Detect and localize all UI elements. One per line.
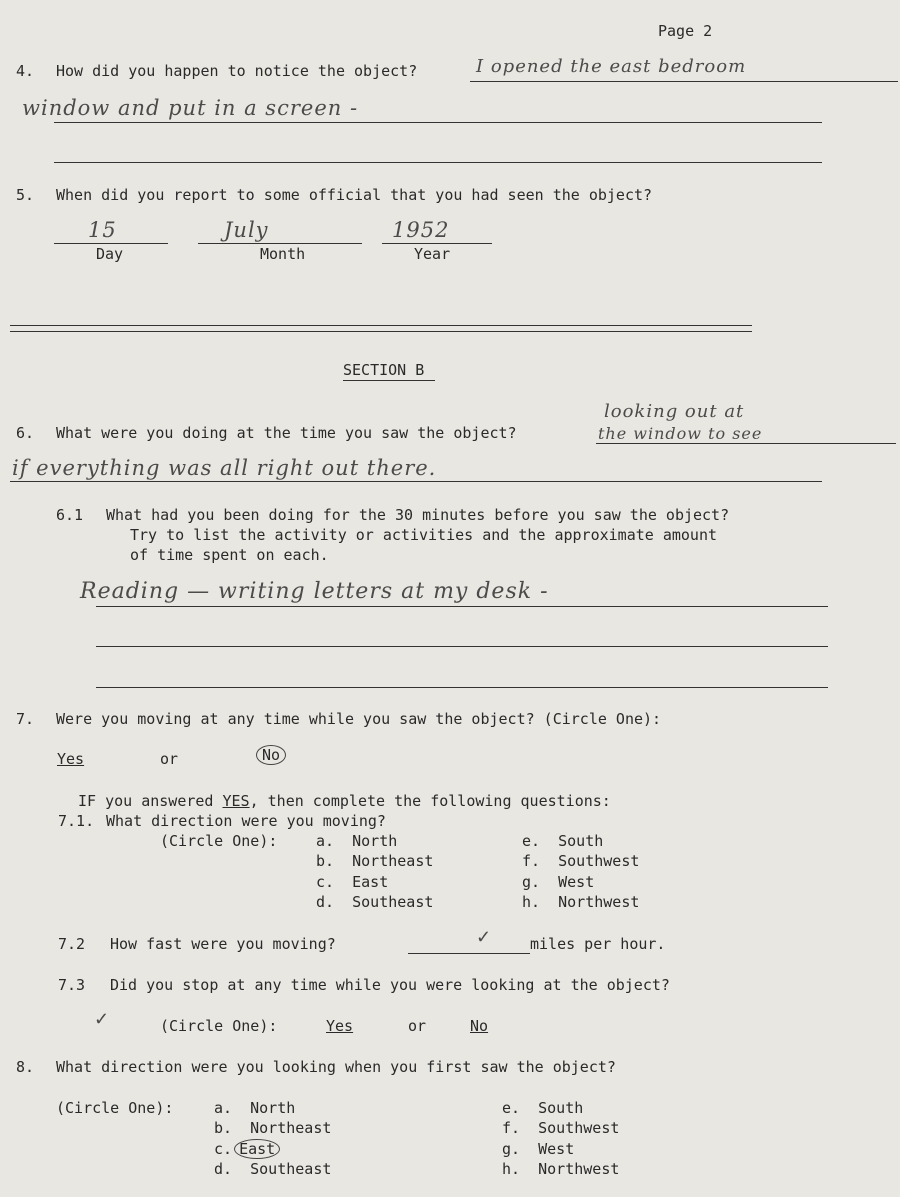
q7-1-option-h[interactable] [522, 893, 639, 911]
q7-1-question: What direction were you moving? [106, 812, 386, 830]
q7-1-option-a[interactable] [316, 832, 397, 850]
section-divider-top [10, 325, 752, 326]
q6-number: 6. [16, 424, 35, 442]
q7-1-letter-h: h. [522, 893, 541, 911]
q5-day-line [54, 243, 168, 244]
q8-east-circle: East [234, 1139, 280, 1159]
q7-1-letter-c: c. [316, 873, 335, 891]
q7-3-circle-one: (Circle One): [160, 1017, 278, 1035]
q7-1-label-f: Southwest [558, 852, 640, 870]
q5-day-value: 15 [88, 218, 117, 242]
q7-2-speed-field[interactable] [408, 953, 530, 954]
q4-line1 [470, 81, 898, 82]
q8-label-f: Southwest [538, 1119, 620, 1137]
q7-1-label-d: Southeast [352, 893, 434, 911]
q5-year-line [382, 243, 492, 244]
q7-1-option-e[interactable] [522, 832, 603, 850]
q7-option-no[interactable] [256, 746, 286, 764]
q8-question: What direction were you looking when you first saw the object? [56, 1058, 616, 1076]
q8-letter-a: a. [214, 1099, 233, 1117]
q7-3-check-mark: ✓ [94, 1009, 111, 1030]
q6-1-line-c [96, 687, 828, 688]
section-divider-bottom [10, 331, 752, 332]
q8-option-h[interactable] [502, 1160, 619, 1178]
q4-number: 4. [16, 62, 35, 80]
q7-1-option-f[interactable] [522, 852, 639, 870]
q6-1-line3: of time spent on each. [130, 546, 329, 564]
q5-year-value: 1952 [392, 218, 450, 242]
q7-1-number: 7.1. [58, 812, 95, 830]
q8-option-b[interactable] [214, 1119, 331, 1137]
q6-line1 [596, 443, 896, 444]
q8-circle-one: (Circle One): [56, 1099, 174, 1117]
q6-1-answer: Reading — writing letters at my desk - [80, 579, 549, 604]
q5-day-label: Day [96, 245, 124, 263]
q4-line2 [54, 122, 822, 123]
q8-option-a[interactable] [214, 1099, 295, 1117]
q7-2-units: miles per hour. [530, 935, 666, 953]
q7-3-or: or [408, 1017, 427, 1035]
q7-1-letter-a: a. [316, 832, 335, 850]
q5-month-label: Month [260, 245, 306, 263]
q7-1-option-b[interactable] [316, 852, 433, 870]
q4-question: How did you happen to notice the object? [56, 62, 418, 80]
q8-option-e[interactable] [502, 1099, 583, 1117]
q7-1-label-g: West [558, 873, 595, 891]
q8-option-f[interactable] [502, 1119, 619, 1137]
q7-2-number: 7.2 [58, 935, 86, 953]
q8-number: 8. [16, 1058, 35, 1076]
q7-1-label-b: Northeast [352, 852, 434, 870]
q5-month-value: July [224, 218, 269, 242]
q7-if-yes: YES [222, 792, 250, 810]
q7-1-letter-e: e. [522, 832, 541, 850]
q8-letter-b: b. [214, 1119, 233, 1137]
q7-3-question: Did you stop at any time while you were looking at the object? [110, 976, 670, 994]
q7-1-option-d[interactable] [316, 893, 433, 911]
q6-question: What were you doing at the time you saw the object? [56, 424, 517, 442]
q8-label-d: Southeast [250, 1160, 332, 1178]
q8-letter-f: f. [502, 1119, 521, 1137]
section-b-heading: SECTION B [343, 361, 425, 379]
q8-letter-e: e. [502, 1099, 521, 1117]
q7-number: 7. [16, 710, 35, 728]
q8-letter-c: c. [214, 1140, 233, 1158]
q5-year-label: Year [414, 245, 451, 263]
q8-option-d[interactable] [214, 1160, 331, 1178]
q8-letter-h: h. [502, 1160, 521, 1178]
q5-number: 5. [16, 186, 35, 204]
q6-answer-line2: if everything was all right out there. [12, 456, 437, 480]
q7-1-circle-one: (Circle One): [160, 832, 278, 850]
q7-question: Were you moving at any time while you saw the object? (Circle One): [56, 710, 662, 728]
q4-answer-line2: window and put in a screen - [22, 96, 359, 120]
q7-if-suffix: , then complete the following questions: [249, 792, 611, 810]
q7-1-label-h: Northwest [558, 893, 640, 911]
q6-answer-line1a: looking out at [604, 401, 745, 422]
q7-1-label-e: South [558, 832, 604, 850]
q7-1-option-c[interactable] [316, 873, 388, 891]
q7-3-option-yes[interactable]: Yes [326, 1017, 354, 1035]
q6-answer-line1b: the window to see [598, 424, 763, 443]
q7-1-letter-d: d. [316, 893, 335, 911]
q8-letter-d: d. [214, 1160, 233, 1178]
q7-1-option-g[interactable] [522, 873, 594, 891]
q6-1-line-b [96, 646, 828, 647]
q8-label-b: Northeast [250, 1119, 332, 1137]
q8-label-h: Northwest [538, 1160, 620, 1178]
q6-1-number: 6.1 [56, 506, 84, 524]
q7-1-letter-b: b. [316, 852, 335, 870]
q6-1-line-a [96, 606, 828, 607]
q7-if-prefix: IF you answered [78, 792, 223, 810]
q7-option-yes[interactable]: Yes [57, 750, 85, 768]
q5-question: When did you report to some official that you had seen the object? [56, 186, 653, 204]
q8-label-g: West [538, 1140, 575, 1158]
q7-if-note [78, 792, 611, 810]
q7-no-circle: No [256, 745, 286, 765]
q8-option-c[interactable] [214, 1140, 280, 1158]
section-b-underline [343, 380, 435, 381]
q7-1-label-a: North [352, 832, 398, 850]
q4-answer-line1: I opened the east bedroom [476, 56, 747, 77]
q8-label-a: North [250, 1099, 296, 1117]
q7-1-letter-g: g. [522, 873, 541, 891]
q7-3-option-no[interactable]: No [470, 1017, 489, 1035]
q7-3-number: 7.3 [58, 976, 86, 994]
q8-letter-g: g. [502, 1140, 521, 1158]
q6-1-line2: Try to list the activity or activities and the approximate amount [130, 526, 717, 544]
q7-2-check-mark: ✓ [476, 927, 493, 948]
q8-option-g[interactable] [502, 1140, 574, 1158]
q6-1-line1: What had you been doing for the 30 minutes before you saw the object? [106, 506, 730, 524]
q8-label-e: South [538, 1099, 584, 1117]
q6-line2 [10, 481, 822, 482]
q5-month-line [198, 243, 362, 244]
q7-1-letter-f: f. [522, 852, 541, 870]
q7-or: or [160, 750, 179, 768]
q4-line3 [54, 162, 822, 163]
q7-2-question: How fast were you moving? [110, 935, 336, 953]
page-number: Page 2 [658, 22, 713, 40]
q7-1-label-c: East [352, 873, 389, 891]
